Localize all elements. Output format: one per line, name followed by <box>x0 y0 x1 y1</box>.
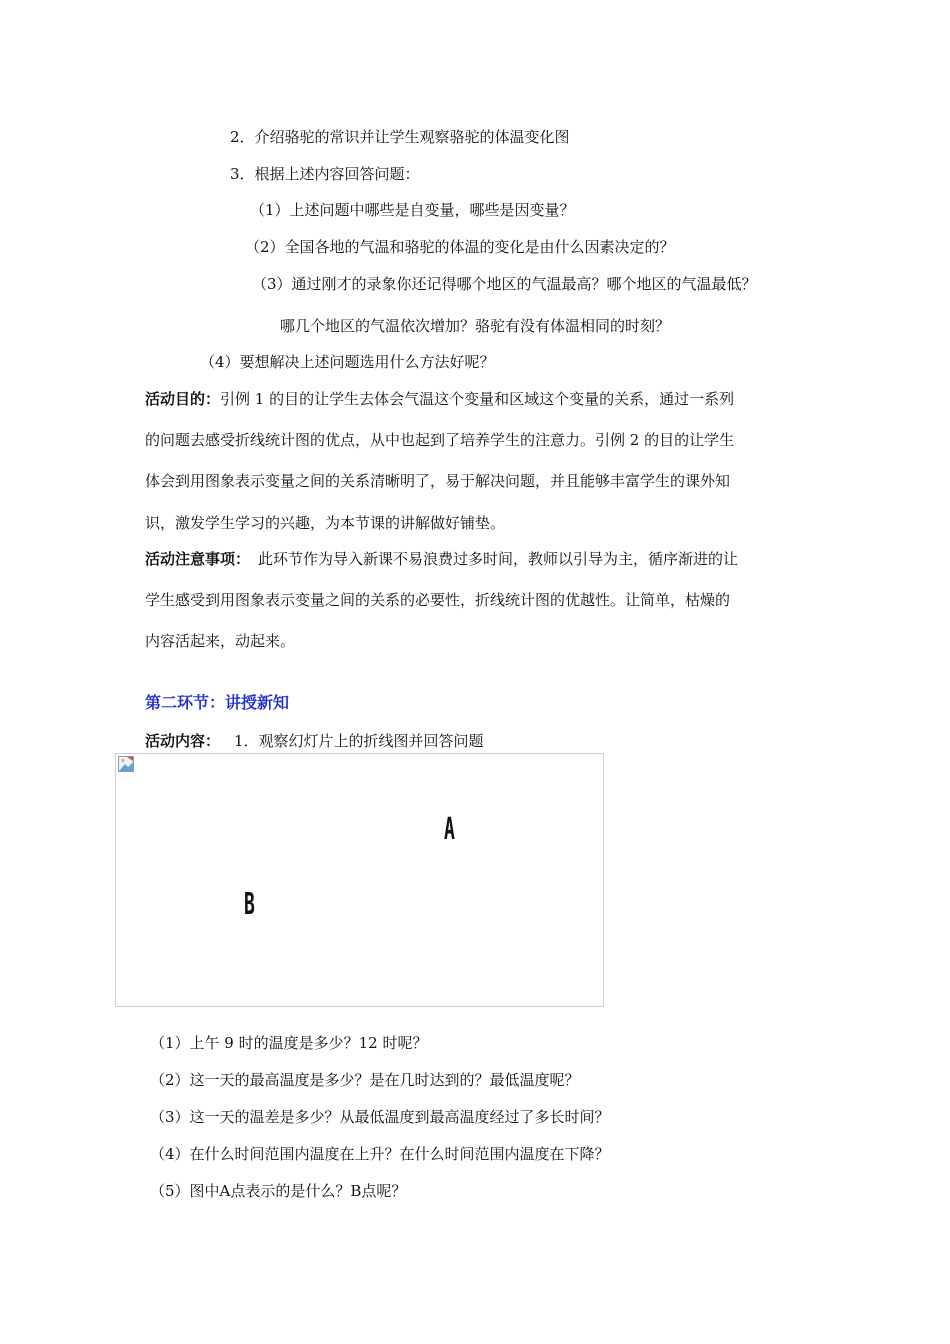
question-2: （2）这一天的最高温度是多少？是在几时达到的？最低温度呢？ <box>150 1071 580 1089</box>
notes-line-2: 学生感受到用图象表示变量之间的关系的必要性，折线统计图的优越性。让简单，枯燥的 <box>145 591 731 609</box>
purpose-line-2: 的问题去感受折线统计图的优点，从中也起到了培养学生的注意力。引例 2 的目的让学生 <box>145 431 735 449</box>
intro-item-3: 3．根据上述内容回答问题： <box>230 165 420 183</box>
notes-line-3: 内容活起来，动起来。 <box>145 632 296 650</box>
question-5: （5）图中A点表示的是什么？B点呢？ <box>150 1182 407 1200</box>
notes-line-1 <box>145 549 738 569</box>
content-text: 1．观察幻灯片上的折线图并回答问题 <box>234 732 484 750</box>
section-heading: 第二环节：讲授新知 <box>145 693 290 712</box>
intro-question-3a: （3）通过刚才的录象你还记得哪个地区的气温最高？哪个地区的气温最低？ <box>252 275 757 293</box>
intro-question-3b: 哪几个地区的气温依次增加？骆驼有没有体温相同的时刻？ <box>280 317 671 335</box>
content-label: 活动内容： <box>145 732 221 750</box>
intro-question-2: （2）全国各地的气温和骆驼的体温的变化是由什么因素决定的？ <box>245 238 675 256</box>
question-1: （1）上午 9 时的温度是多少？12 时呢？ <box>150 1034 428 1052</box>
activity-content-line <box>145 731 484 751</box>
purpose-line-4: 识，激发学生学习的兴趣，为本节课的讲解做好铺垫。 <box>145 514 506 532</box>
purpose-line-1 <box>145 389 734 409</box>
purpose-line-3: 体会到用图象表示变量之间的关系清晰明了，易于解决问题，并且能够丰富学生的课外知 <box>145 472 731 490</box>
purpose-label: 活动目的： <box>145 390 221 408</box>
intro-item-2: 2．介绍骆驼的常识并让学生观察骆驼的体温变化图 <box>230 128 570 146</box>
line-chart-figure <box>115 753 604 1007</box>
notes-label: 活动注意事项： <box>145 550 251 568</box>
purpose-text-1: 引例 1 的目的让学生去体会气温这个变量和区域这个变量的关系，通过一系列 <box>220 390 735 408</box>
notes-text-1: 此环节作为导入新课不易浪费过多时间，教师以引导为主，循序渐进的让 <box>258 550 739 568</box>
intro-question-1: （1）上述问题中哪些是自变量，哪些是因变量？ <box>250 201 575 219</box>
broken-image-icon <box>118 756 134 772</box>
intro-question-4: （4）要想解决上述问题选用什么方法好呢？ <box>200 353 495 371</box>
point-a-label: A <box>444 812 455 847</box>
question-4: （4）在什么时间范围内温度在上升？在什么时间范围内温度在下降？ <box>150 1145 610 1163</box>
question-3: （3）这一天的温差是多少？从最低温度到最高温度经过了多长时间？ <box>150 1108 610 1126</box>
point-b-label: B <box>244 887 255 922</box>
